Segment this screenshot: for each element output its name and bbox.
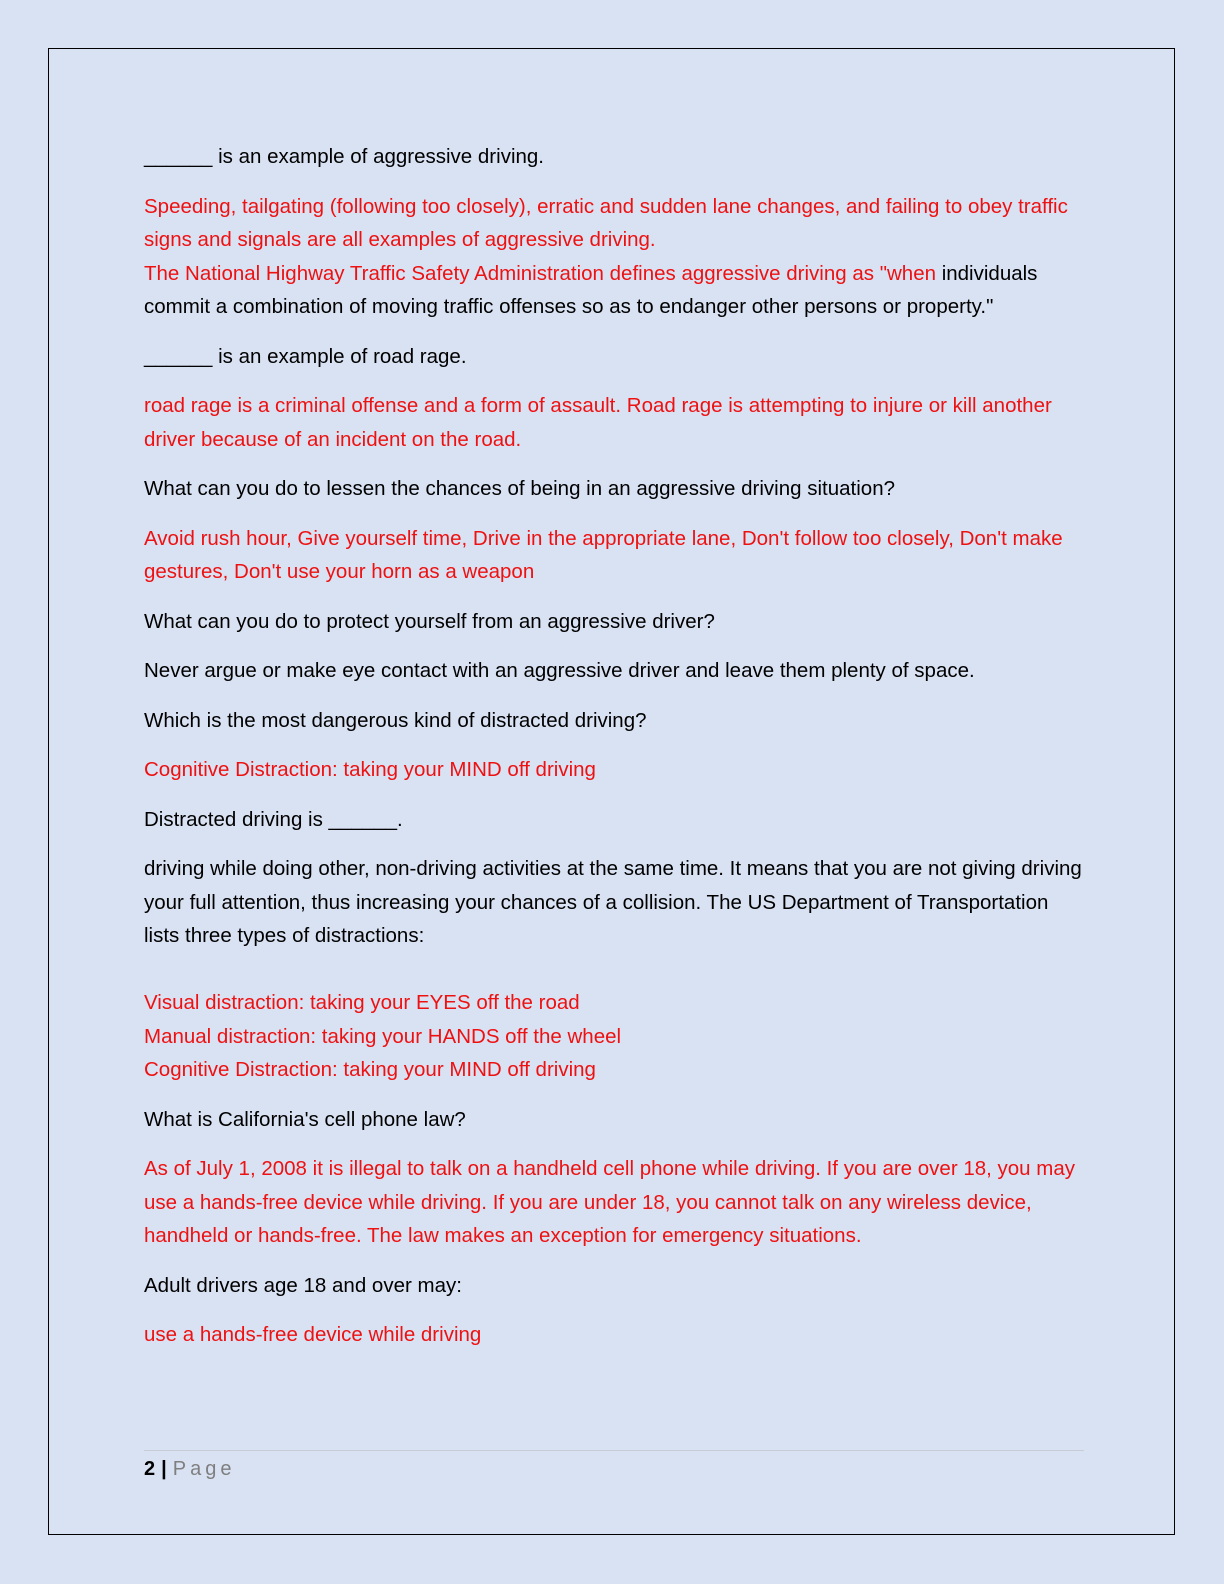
distraction-type-manual: Manual distraction: taking your HANDS off the wheel <box>144 1024 622 1048</box>
answer-most-dangerous-distraction: Cognitive Distraction: taking your MIND off driving <box>144 758 596 781</box>
answer-nhtsa-definition-black: individuals commit a combination of moving traffic offenses so as to endanger other persons or property." <box>144 261 1038 318</box>
answer-lessen-chances: Avoid rush hour, Give yourself time, Drive in the appropriate lane, Don't follow too closely, Don't make gestures, Don't use your horn as a weapon <box>144 526 1063 583</box>
question-road-rage-example: ______ is an example of road rage. <box>144 344 467 368</box>
footer-divider <box>144 1450 1084 1451</box>
answer-distracted-driving-intro: driving while doing other, non-driving activities at the same time. It means that you are not giving driving your full attention, thus increasing your chances of a collision. The US Department of Transportation lists three types of distractions: <box>144 857 1082 947</box>
footer-separator: | <box>161 1458 167 1480</box>
answer-protect-yourself: Never argue or make eye contact with an aggressive driver and leave them plenty of space. <box>144 659 975 682</box>
answer-aggressive-driving-examples-text: Speeding, tailgating (following too closely), erratic and sudden lane changes, and failing to obey traffic signs and signals are all examples of aggressive driving. <box>144 194 1068 251</box>
question-lessen-chances: What can you do to lessen the chances of being in an aggressive driving situation? <box>144 477 895 500</box>
answer-distracted-driving-definition <box>144 852 1084 1087</box>
question-aggressive-driving-example: ______ is an example of aggressive driving. <box>144 145 544 168</box>
distraction-type-cognitive: Cognitive Distraction: taking your MIND off driving <box>144 1058 596 1081</box>
question-adult-drivers: Adult drivers age 18 and over may: <box>144 1273 462 1297</box>
answer-nhtsa-definition-red: The National Highway Traffic Safety Administration defines aggressive driving as "when <box>144 261 936 285</box>
document-body <box>144 140 1084 1368</box>
question-most-dangerous-distraction: Which is the most dangerous kind of distracted driving? <box>144 708 647 732</box>
answer-adult-drivers: use a hands-free device while driving <box>144 1323 482 1346</box>
answer-aggressive-driving-example <box>144 190 1084 324</box>
question-protect-yourself: What can you do to protect yourself from an aggressive driver? <box>144 609 715 633</box>
question-california-cell-law: What is California's cell phone law? <box>144 1107 466 1131</box>
distraction-type-visual: Visual distraction: taking your EYES off the road <box>144 991 580 1014</box>
page-footer <box>144 1455 235 1483</box>
question-distracted-driving-definition: Distracted driving is ______. <box>144 807 403 831</box>
answer-california-cell-law: As of July 1, 2008 it is illegal to talk on a handheld cell phone while driving. If you are over 18, you may use a hands-free device while driving. If you are under 18, you cannot talk on any wireless device, handheld or hands-free. The law makes an exception for emergency situations. <box>144 1157 1076 1247</box>
answer-road-rage-example: road rage is a criminal offense and a form of assault. Road rage is attempting to injure or kill another driver because of an incident on the road. <box>144 394 1052 451</box>
page-number: 2 <box>144 1458 156 1480</box>
page-label: Page <box>172 1458 236 1480</box>
